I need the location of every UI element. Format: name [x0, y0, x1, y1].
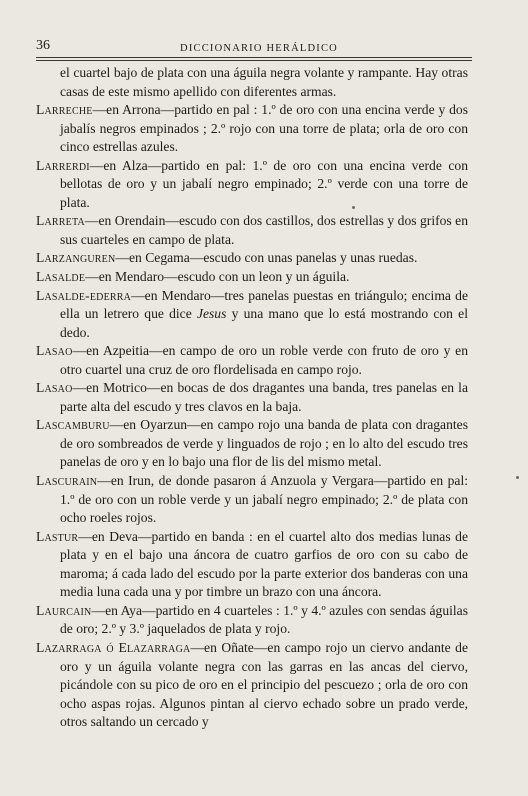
entry-text: —en Mendaro—tres panelas puestas en triángulo; encima de ella un letrero que dice: [60, 287, 468, 322]
entry-larreche: [36, 101, 468, 157]
entry-name: Lastur: [36, 528, 79, 544]
paper-speck: [516, 476, 519, 479]
entry-text: —en Orendain—escudo con dos castillos, dos estrellas y dos grifos en sus cuarteles en campo de plata.: [60, 213, 468, 247]
entry-text: —en Cegama—escudo con unas panelas y unas ruedas.: [115, 250, 418, 266]
entry-lascamburu: [36, 416, 468, 472]
entry-name: Laurcain: [36, 602, 92, 618]
entry-text: —en Alza—partido en pal: 1.º de oro con una encina verde con bellotas de oro y un jabalí negro empinado; 2.º verde con una torre de plata.: [60, 157, 468, 210]
header-rule: [36, 57, 472, 61]
entry-name: Larrerdi: [36, 157, 90, 173]
entry-name: Larreche: [36, 102, 93, 118]
entry-laurcain: [36, 602, 468, 639]
entry-name: Lasao: [36, 343, 73, 359]
entry-lasao-motrico: [36, 379, 468, 416]
page-number: 36: [36, 38, 50, 53]
entry-italic-word: Jesus: [196, 306, 227, 322]
entry-lazarraga: [36, 639, 468, 732]
running-head: DICCIONARIO HERÁLDICO: [180, 43, 338, 54]
paper-speck: [352, 206, 355, 209]
entry-text: —en Oyarzun—en campo rojo una banda de plata con dragantes de oro sombreados de verde y linguados de rojo ; en lo alto del escudo tres panelas de oro y en lo bajo una flor de lis del mismo metal.: [60, 417, 468, 470]
entry-continuation: [36, 64, 468, 101]
entry-name: Larreta: [36, 213, 85, 229]
entry-larrerdi: [36, 157, 468, 213]
entry-name: Lasao: [36, 380, 73, 396]
entry-lasalde-ederra: [36, 287, 468, 343]
entry-text: —en Motrico—en bocas de dos dragantes una banda, tres panelas en la parte alta del escudo y tres clavos en la baja.: [60, 380, 468, 414]
entry-name: Lasalde-ederra: [36, 287, 132, 303]
entry-text: —en Deva—partido en banda : en el cuartel alto dos medias lunas de plata y en el bajo una áncora de cuatro garfios de oro con su cabo de maroma; á cada lado del escudo por la parte exterior dos banderas con una media luna cada una y por timbre un brazo con una áncora.: [60, 528, 468, 600]
entry-name: Lascurain: [36, 473, 98, 489]
page-header: [36, 36, 472, 54]
entry-text: —en Aya—partido en 4 cuarteles : 1.º y 4.º azules con sendas águilas de oro; 2.º y 3.º jaquelados de plata y rojo.: [60, 602, 468, 637]
entry-text-after: y una mano que lo está mostrando con el dedo.: [60, 306, 468, 340]
entry-name: Lascamburu: [36, 417, 110, 433]
entry-text: —en Mendaro—escudo con un leon y un águila.: [85, 269, 350, 285]
entry-text: el cuartel bajo de plata con una águila negra volante y rampante. Hay otras casas de este mismo apellido con diferentes armas.: [60, 65, 468, 99]
entry-lascurain: [36, 472, 468, 528]
entry-name: Larzanguren: [36, 250, 116, 266]
entry-lastur: [36, 528, 468, 602]
page-body: [36, 64, 468, 732]
entry-text: —en Irun, de donde pasaron á Anzuola y Vergara—partido en pal: 1.º de oro con un roble verde y un jabalí negro empinado; 2.º de plata con ocho roeles rojos.: [60, 473, 468, 526]
entry-text: —en Azpeitia—en campo de oro un roble verde con fruto de oro y en otro cuartel una cruz de oro flordelisada en campo rojo.: [60, 343, 468, 377]
entry-name: Lasalde: [36, 269, 86, 285]
entry-larreta: [36, 212, 468, 249]
entry-name: Lazarraga ó Elazarraga: [36, 639, 191, 655]
entry-text: —en Arrona—partido en pal : 1.º de oro con una encina verde y dos jabalís negros empinados ; 2.º rojo con una torre de plata; orla de oro con cinco estrellas azules.: [60, 102, 468, 155]
entry-lasao-azpeitia: [36, 342, 468, 379]
entry-text: —en Oñate—en campo rojo un ciervo andante de oro y un águila volante negra con las garras en las ancas del ciervo, picándole con su pico de oro en el principio del pescuezo ; orla de oro con ocho aspas rojas. Algunos pintan al ciervo echado sobre un prado verde, otros saltando un cercado y: [60, 639, 469, 730]
entry-lasalde: [36, 268, 468, 287]
entry-larzanguren: [36, 249, 468, 268]
